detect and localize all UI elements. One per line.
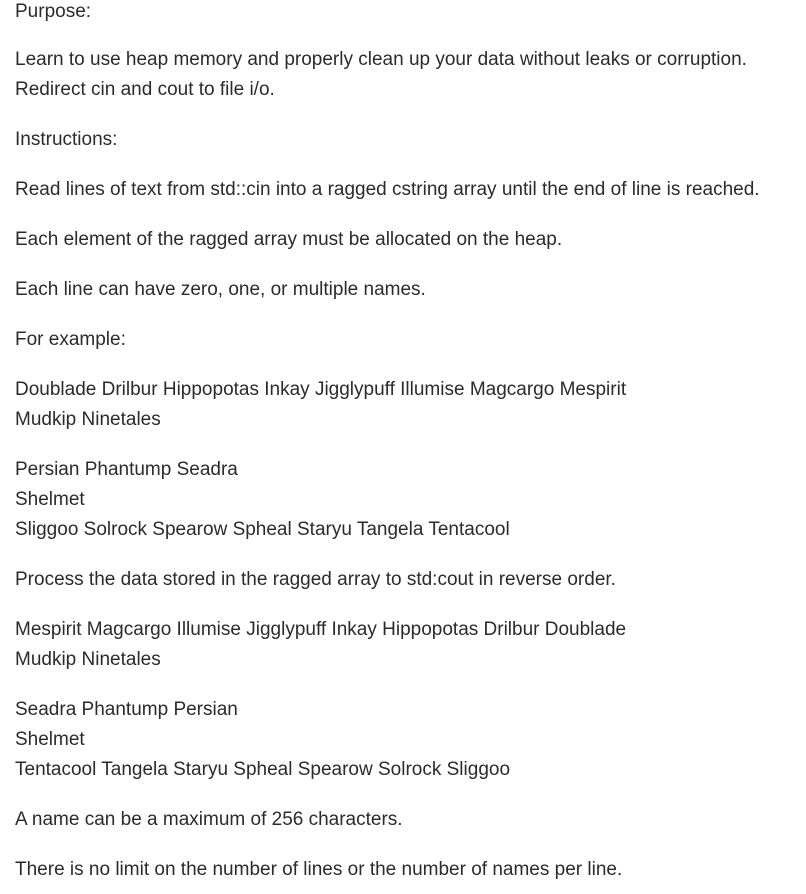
input-example-line: Doublade Drilbur Hippopotas Inkay Jigglypuff Illumise Magcargo Mespirit [15, 379, 627, 400]
no-limit-rule: There is no limit on the number of lines or the number of names per line. [15, 859, 623, 880]
input-example-line: Persian Phantump Seadra [15, 459, 238, 480]
max-name-length-rule: A name can be a maximum of 256 characters. [15, 809, 403, 830]
purpose-heading: Purpose: [15, 1, 92, 22]
output-example-line: Tentacool Tangela Staryu Spheal Spearow Solrock Sliggoo [15, 759, 511, 780]
for-example-label: For example: [15, 329, 126, 350]
instruction-names-per-line: Each line can have zero, one, or multiple names. [15, 279, 426, 300]
output-example-line: Mudkip Ninetales [15, 649, 161, 670]
output-example-line: Shelmet [15, 729, 85, 750]
instruction-read-lines: Read lines of text from std::cin into a ragged cstring array until the end of line is reached. [15, 179, 760, 200]
process-instruction: Process the data stored in the ragged array to std:cout in reverse order. [15, 569, 616, 590]
purpose-text-line-2: Redirect cin and cout to file i/o. [15, 79, 275, 100]
instruction-heap-allocation: Each element of the ragged array must be allocated on the heap. [15, 229, 563, 250]
input-example-line: Mudkip Ninetales [15, 409, 161, 430]
input-example-line: Sliggoo Solrock Spearow Spheal Staryu Tangela Tentacool [15, 519, 510, 540]
input-example-line: Shelmet [15, 489, 85, 510]
instructions-heading: Instructions: [15, 129, 118, 150]
output-example-line: Seadra Phantump Persian [15, 699, 238, 720]
purpose-text-line-1: Learn to use heap memory and properly clean up your data without leaks or corruption. [15, 49, 747, 70]
output-example-line: Mespirit Magcargo Illumise Jigglypuff Inkay Hippopotas Drilbur Doublade [15, 619, 627, 640]
